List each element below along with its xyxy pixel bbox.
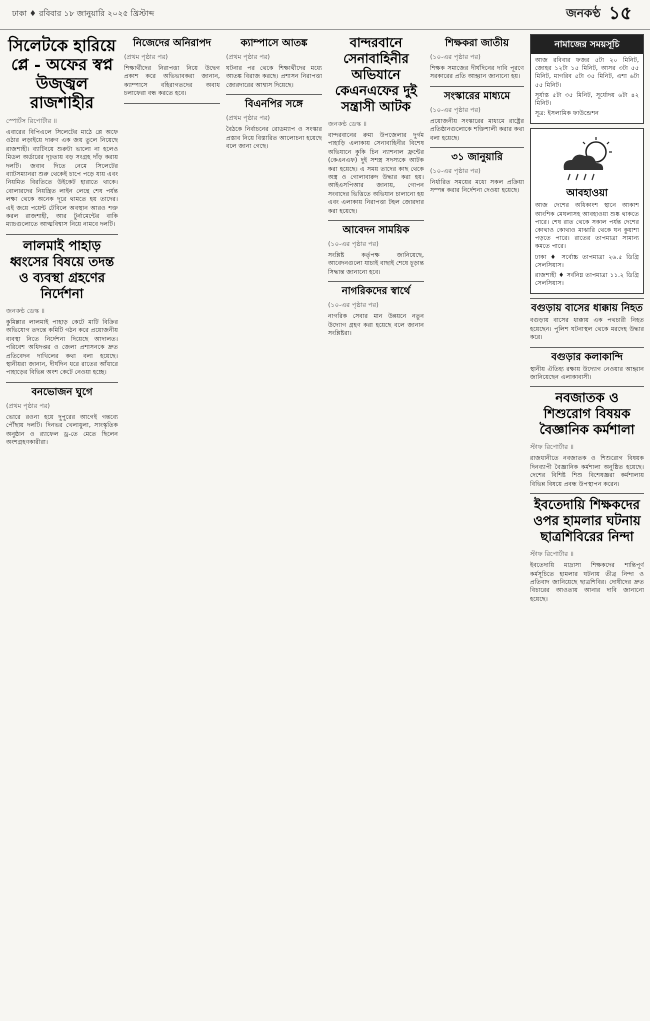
divider [530,347,644,348]
weather-box [530,128,644,294]
body-lalmai: কুমিল্লার লালমাই পাহাড় কেটে মাটি বিক্রির অভিযোগ তদন্তে কমিটি গঠন করে প্রয়োজনীয় ব্যবস্থা নিতে নির্দেশনা দিয়েছে আদালত। পরিবেশ অধিদপ্তর ও জেলা প্রশাসনকে দ্রুত প্রতিবেদন দাখিলের কথা বলা হয়েছে। স্থানীয়রা জানান, দীর্ঘদিন ধরে রাতের আঁধারে পাহাড়ের বিভিন্ন অংশ কেটে নেওয়া হচ্ছে। [6,318,118,377]
byline-campus: (প্রথম পৃষ্ঠার পর) [226,53,270,61]
headline-reform: সংস্কারের মাধ্যমে [443,90,511,102]
byline-neonatal: স্টাফ রিপোর্টার ॥ [530,443,574,452]
byline-jan31: (১০-এর পৃষ্ঠার পর) [430,167,481,176]
headline-neonatal: নবজাতক ও শিশুরোগ বিষয়ক বৈজ্ঞানিক কর্মশালা [539,391,635,439]
byline-citizens: (১০-এর পৃষ্ঠার পর) [328,301,379,310]
divider [430,147,524,148]
body-reform: প্রয়োজনীয় সংস্কারের মাধ্যমে রাষ্ট্রের প্রতিষ্ঠানগুলোকে শক্তিশালী করার কথা বলা হয়েছে। [430,117,524,142]
body-picnic: ভোরে রওনা হয়ে দুপুরের আগেই গন্তব্যে পৌঁছায় দলটি। দিনভর খেলাধুলা, সাংস্কৃতিক অনুষ্ঠান ও র‍্যাফেল ড্র-তে মেতে ছিলেন অংশগ্রহণকারীরা। [6,413,118,446]
paper-name: জনকণ্ঠ [566,5,601,20]
body-bandarban: বান্দরবানের রুমা উপজেলার দুর্গম পাহাড়ি এলাকায় সেনাবাহিনীর বিশেষ অভিযানে কুকি চিন ন্যাশনাল ফ্রন্টের (কেএনএফ) দুই সশস্ত্র সদস্যকে আটক করা হয়েছে। এ সময় তাদের কাছ থেকে অস্ত্র ও গোলাবারুদ উদ্ধার করা হয়। আইএসপিআর জানায়, গোপন সংবাদের ভিত্তিতে অভিযান চালানো হয় এবং এলাকায় নিরাপত্তা টহল জোরদার করা হয়েছে। [328,132,424,215]
body-bnp: বৈঠকে নির্বাচনের রোডম্যাপ ও সংস্কার প্রস্তাব নিয়ে বিস্তারিত আলোচনা হয়েছে বলে জানা গেছে। [226,126,322,151]
weather-stat-1: ঢাকা ♦ সর্বোচ্চ তাপমাত্রা ২৬.৫ ডিগ্রি সেলসিয়াস। [535,253,639,269]
divider [328,281,424,282]
headline-bogura: বগুড়ায় বাসের ধাক্কায় নিহত [531,303,643,315]
headline-application: আবেদন সাময়িক [342,225,410,237]
headline-bandarban: বান্দরবানে সেনাবাহিনীর অভিযানে কেএনএফের দুই সন্ত্রাসী আটক [335,36,417,115]
headline-bnp: বিএনপির সঙ্গে [245,99,303,111]
weather-stat-2: রাজশাহী ♦ সর্বনিম্ন তাপমাত্রা ১১.২ ডিগ্রি সেলসিয়াস। [535,272,639,288]
column-1 [6,34,118,1015]
body-citizens: নাগরিক সেবার মান উন্নয়নে নতুন উদ্যোগ গ্রহণ করা হয়েছে বলে জানান সংশ্লিষ্টরা। [328,313,424,338]
prayer-line-1: আজ রবিবার ফজর ৫টা ২০ মিনিট, জোহর ১২টা ১৫ মিনিট, আসর ৩টা ৫৫ মিনিট, মাগরিব ৫টা ৩৫ মিনিট, এশা ৬টা ৫৫ মিনিট। [535,57,639,89]
weather-title: আবহাওয়া [566,188,608,200]
byline-reform: (১০-এর পৃষ্ঠার পর) [430,105,481,114]
divider [124,103,220,104]
headline-citizens: নাগরিকদের স্বার্থে [341,286,411,298]
body-neonatal: রাজধানীতে নবজাতক ও শিশুরোগ বিষয়ক দিনব্যাপী বৈজ্ঞানিক কর্মশালা অনুষ্ঠিত হয়েছে। দেশের বিশিষ্ট শিশু বিশেষজ্ঞরা কর্মশালায় বিভিন্ন বিষয়ে প্রবন্ধ উপস্থাপন করেন। [530,455,644,488]
headline-campus: ক্যাম্পাসে আতঙ্ক [240,38,308,49]
divider [328,220,424,221]
divider [6,382,118,383]
column-4 [328,34,424,1015]
byline-teachers: (১০-এর পৃষ্ঠার পর) [430,53,481,61]
headline-sylhet: সিলেটকে হারিয়ে প্লে - অফের স্বপ্ন উজ্জ্বল রাজশাহীর [8,36,116,112]
column-6 [530,34,644,1015]
prayer-source: সূত্র: ইসলামিক ফাউন্ডেশন [535,110,599,118]
headline-kalaimani: বগুড়ার কলাকান্দি [551,351,623,363]
body-sylhet: এবারের বিপিএলে সিলেটের মাঠে প্লে অফে ওঠার লড়াইয়ে দারুণ এক জয় তুলে নিয়েছে রাজশাহী। ব্যাটিংয়ে শুরুটা ভালো না হলেও মিডল অর্ডারের দৃঢ়তায় বড় সংগ্রহ দাঁড় করায় দলটি। জবাব দিতে নেমে সিলেটের ব্যাটসম্যানরা শুরু থেকেই চাপে পড়ে যায় এবং নিয়মিত বিরতিতে উইকেট হারাতে থাকে। বোলারদের নিয়ন্ত্রিত লাইন লেন্থে শেষ পর্যন্ত লক্ষ্য থেকে অনেক দূরে থামতে হয় তাদের। এই জয়ে পয়েন্ট টেবিলে অবস্থান আরও শক্ত করল রাজশাহী, আর টুর্নামেন্টের বাকি ম্যাচগুলোতে আত্মবিশ্বাস নিয়ে নামবে দলটি। [6,129,118,229]
divider [430,86,524,87]
page-header [0,0,650,30]
headline-teachers: শিক্ষকরা জাতীয় [445,38,509,49]
byline-sylhet: স্পোর্টস রিপোর্টার ॥ [6,117,57,125]
body-teachers: শিক্ষক সমাজের দীর্ঘদিনের দাবি পূরণে সরকারের প্রতি আহ্বান জানানো হয়। [430,65,524,81]
column-3 [226,34,322,1015]
byline-ibtedayi: স্টাফ রিপোর্টার ॥ [530,550,574,559]
divider [226,94,322,95]
byline-bandarban: জনকণ্ঠ ডেস্ক ॥ [328,120,367,128]
headline-picnic: বনভোজন ঘুগে [31,386,93,398]
prayer-times-box [530,34,644,124]
body-bogura: বগুড়ায় বাসের ধাক্কায় এক পথচারী নিহত হয়েছেন। পুলিশ ঘটনাস্থল থেকে মরদেহ উদ্ধার করে। [530,317,644,342]
byline-lalmai: জনকণ্ঠ ডেস্ক ॥ [6,306,45,315]
divider [530,493,644,494]
body-unsafe: শিক্ষার্থীদের নিরাপত্তা নিয়ে উদ্বেগ প্রকাশ করে অভিভাবকরা জানান, ক্যাম্পাসে বহিরাগতদের অবাধ চলাফেরা বন্ধ করতে হবে। [124,65,220,98]
body-campus: ঘটনার পর থেকে শিক্ষার্থীদের মধ্যে আতঙ্ক বিরাজ করছে। প্রশাসন নিরাপত্তা জোরদারের আশ্বাস দিয়েছে। [226,65,322,89]
body-jan31: নির্ধারিত সময়ের মধ্যে সকল প্রক্রিয়া সম্পন্ন করার নির্দেশনা দেওয়া হয়েছে। [430,179,524,195]
masthead [566,0,632,30]
body-ibtedayi: ইবতেদায়ি মাদ্রাসা শিক্ষকদের শান্তিপূর্ণ কর্মসূচিতে হামলার ঘটনায় তীব্র নিন্দা ও প্রতিবাদ জানিয়েছে ছাত্রশিবির। দোষীদের দ্রুত বিচারের আওতায় আনার দাবি জানানো হয়েছে। [530,562,644,603]
headline-jan31: ৩১ জানুয়ারি [451,152,503,164]
divider [530,386,644,387]
weather-body: আজ দেশের অধিকাংশ স্থানে আকাশ আংশিক মেঘলাসহ আবহাওয়া শুষ্ক থাকতে পারে। শেষ রাত থেকে সকাল পর্যন্ত দেশের কোথাও কোথাও মাঝারি থেকে ঘন কুয়াশা পড়তে পারে। রাতের তাপমাত্রা সামান্য কমতে পারে। [535,202,639,251]
column-5 [430,34,524,1015]
headline-ibtedayi: ইবতেদায়ি শিক্ষকদের ওপর হামলার ঘটনায় ছাত্রশিবিরের নিন্দা [533,498,641,546]
divider [530,298,644,299]
prayer-line-2: সূর্যাস্ত ৫টা ৩৫ মিনিট, সূর্যোদয় ৬টা ৪২ মিনিট। [535,91,639,108]
byline-bnp: (প্রথম পৃষ্ঠার পর) [226,114,270,123]
byline-picnic: (প্রথম পৃষ্ঠার পর) [6,401,50,410]
byline-application: (১০-এর পৃষ্ঠার পর) [328,240,379,249]
headline-unsafe: নিজেদের অনিরাপদ [133,38,211,49]
body-application: সংশ্লিষ্ট কর্তৃপক্ষ জানিয়েছে, আবেদনগুলো যাচাই বাছাই শেষে চূড়ান্ত সিদ্ধান্ত জানানো হবে। [328,252,424,276]
byline-unsafe: (প্রথম পৃষ্ঠার পর) [124,53,168,61]
cloud-rain-icon [535,136,639,184]
prayer-title: নামাজের সময়সূচি [531,35,643,54]
column-2 [124,34,220,1015]
divider [6,234,118,235]
dateline: ঢাকা ♦ রবিবার ১৮ জানুয়ারি ২০২৫ খ্রিস্টাব্দ [12,9,155,18]
page-number: ১৫ [608,3,632,24]
headline-lalmai: লালমাই পাহাড় ধ্বংসের বিষয়ে তদন্ত ও ব্যবস্থা গ্রহণের নির্দেশনা [9,238,115,302]
body-kalaimani: স্থানীয় ঐতিহ্য রক্ষায় উদ্যোগ নেওয়ার আহ্বান জানিয়েছেন এলাকাবাসী। [530,365,644,382]
